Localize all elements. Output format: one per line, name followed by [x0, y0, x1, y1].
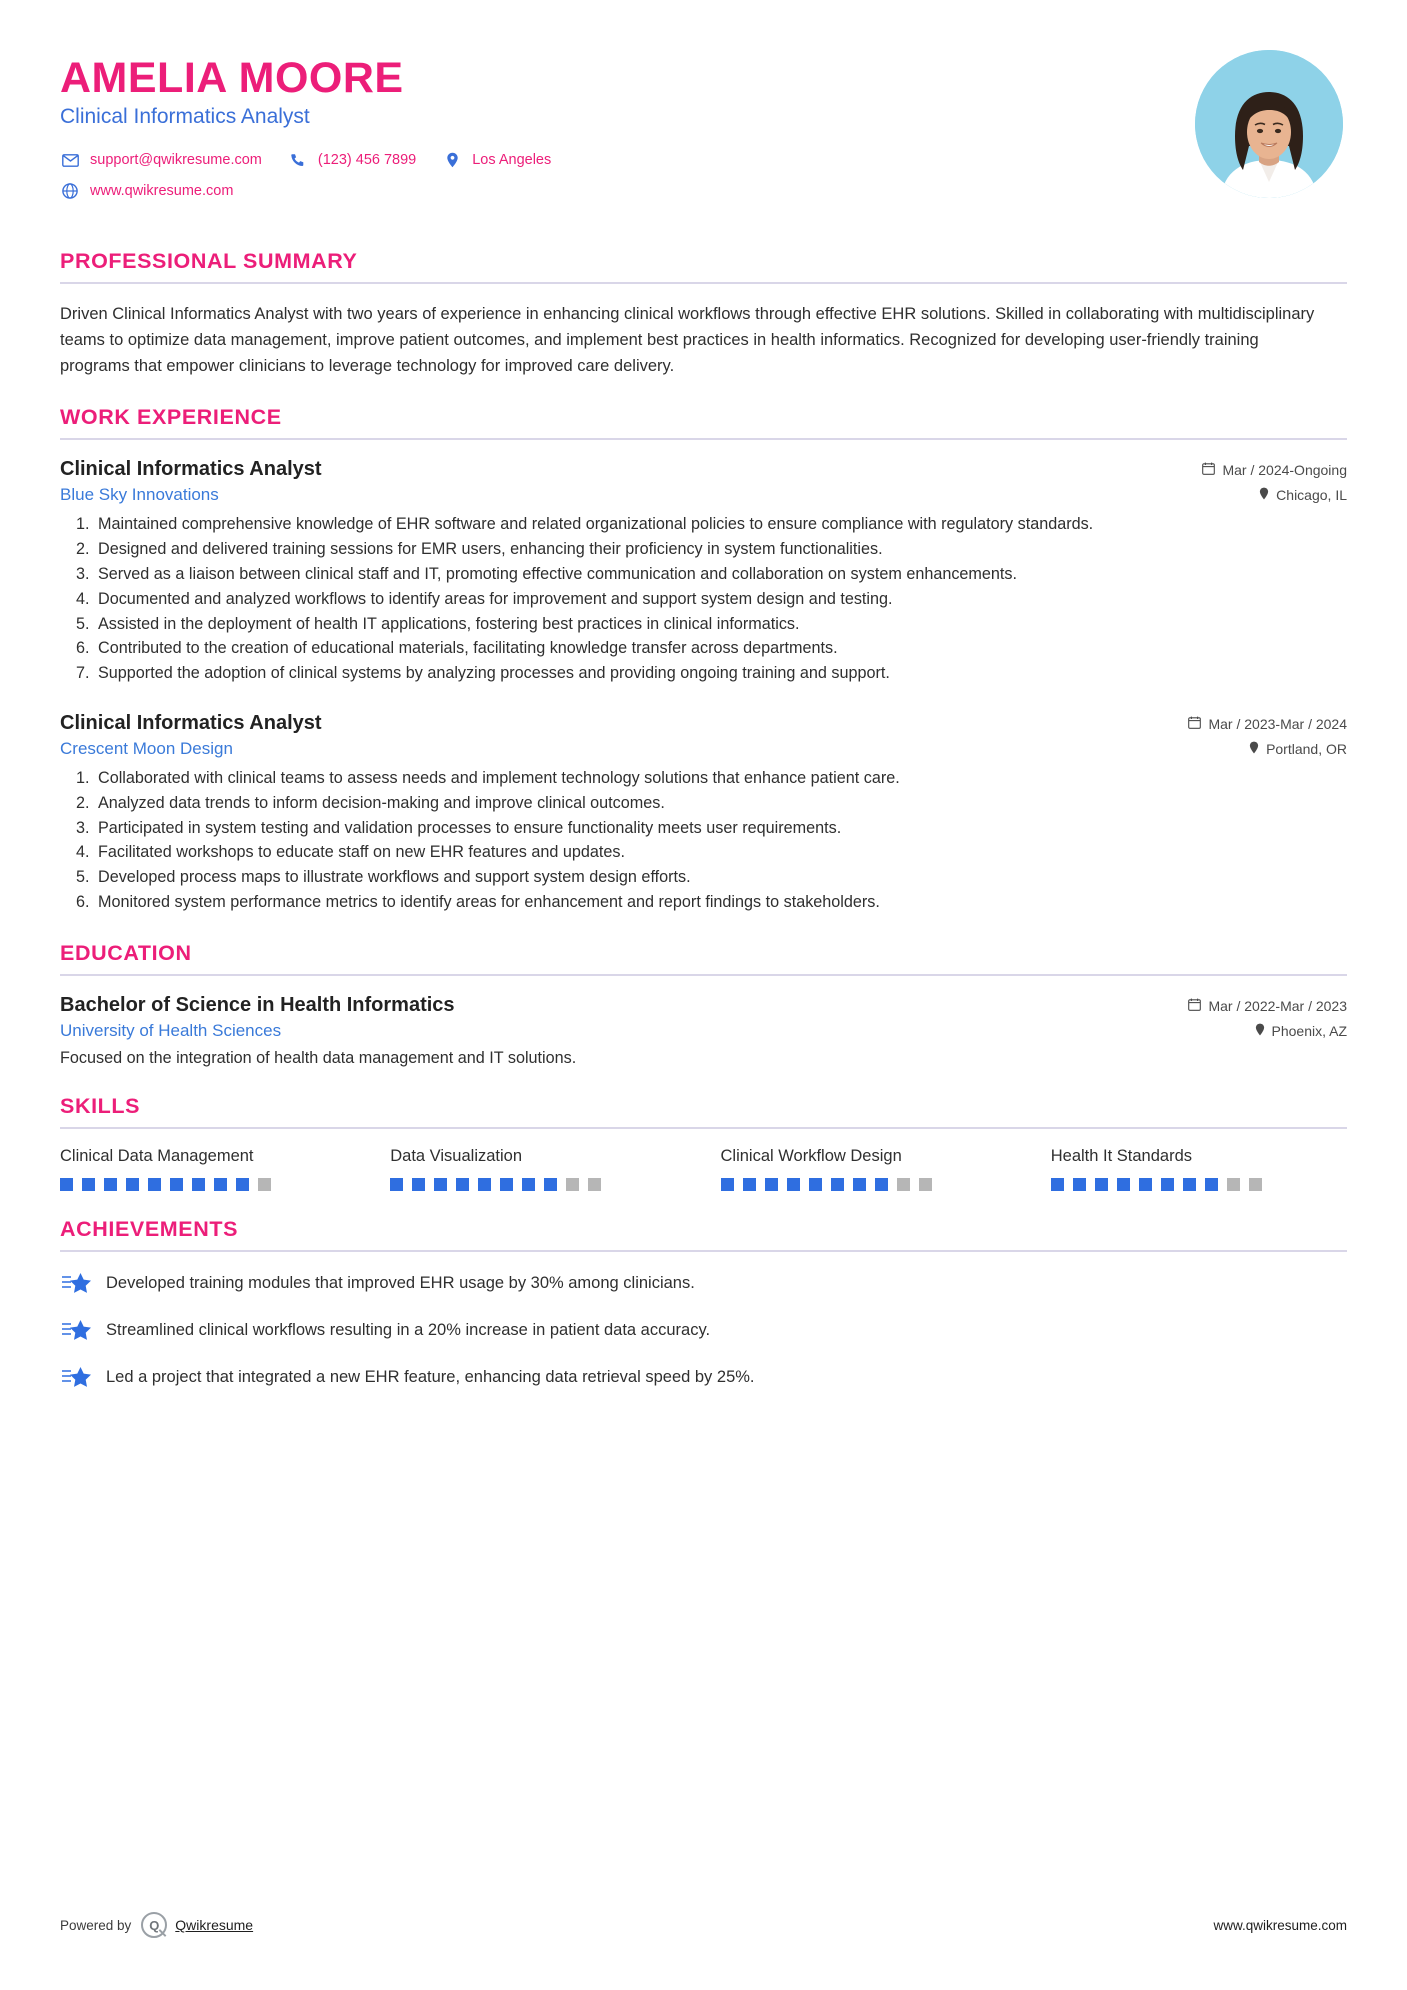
skill-dot — [787, 1178, 800, 1191]
section-education — [60, 941, 1347, 1068]
skill-dot — [743, 1178, 756, 1191]
summary-text: Driven Clinical Informatics Analyst with two years of experience in enhancing clinical workflows through effective EHR solutions. Skilled in collaborating with multidisciplinary teams to optimize data management, improve patient outcomes, and implement best practices in health informatics. Recognized for developing user-friendly training programs that empower clinicians to leverage technology for improved care delivery. — [60, 305, 1315, 375]
calendar-icon — [1188, 716, 1201, 732]
skill-dot — [875, 1178, 888, 1191]
skill-dot — [192, 1178, 205, 1191]
skill-label: Health It Standards — [1050, 1146, 1192, 1165]
list-item: 2. Analyzed data trends to inform decision-making and improve clinical outcomes. — [94, 792, 1347, 816]
experience-role: Clinical Informatics Analyst — [60, 712, 322, 735]
experience-location-text: Portland, OR — [1266, 741, 1347, 758]
contact-email-text: support@qwikresume.com — [90, 151, 262, 168]
skill-dot — [1249, 1178, 1262, 1191]
skill-dot — [214, 1178, 227, 1191]
experience-location — [1249, 741, 1347, 757]
section-title-skills: SKILLS — [60, 1093, 141, 1118]
skill-label: Clinical Data Management — [60, 1146, 254, 1165]
skill-dot — [60, 1178, 73, 1191]
education-dates — [1188, 998, 1347, 1014]
experience-company: Crescent Moon Design — [60, 739, 233, 759]
skill-dot — [1161, 1178, 1174, 1191]
education-location — [1255, 1023, 1348, 1039]
experience-location — [1259, 487, 1347, 503]
contact-phone-text: (123) 456 7899 — [317, 151, 417, 168]
section-title-education: EDUCATION — [60, 940, 192, 965]
skill-dot — [721, 1178, 734, 1191]
skill-item — [60, 1147, 356, 1191]
skill-dot — [853, 1178, 866, 1191]
experience-subheader — [60, 485, 1347, 505]
page-title: AMELIA MOORE — [60, 54, 404, 102]
section-title-achievements: ACHIEVEMENTS — [60, 1216, 239, 1241]
location-pin-icon — [1255, 1023, 1265, 1039]
location-pin-icon — [442, 151, 462, 169]
skill-dot — [500, 1178, 513, 1191]
skill-dot — [1117, 1178, 1130, 1191]
email-icon — [60, 151, 80, 169]
skill-item — [721, 1147, 1017, 1191]
section-title-experience: WORK EXPERIENCE — [60, 405, 282, 430]
skill-dot — [82, 1178, 95, 1191]
contact-website-text: www.qwikresume.com — [90, 182, 234, 199]
skill-dot — [478, 1178, 491, 1191]
education-location-text: Phoenix, AZ — [1271, 1022, 1347, 1039]
education-description: Focused on the integration of health data management and IT solutions. — [60, 1048, 577, 1067]
experience-location-text: Chicago, IL — [1276, 487, 1347, 504]
qwikresume-logo-icon: Q — [141, 1912, 167, 1938]
skill-dot — [1227, 1178, 1240, 1191]
calendar-icon — [1188, 998, 1201, 1014]
skill-dot — [1183, 1178, 1196, 1191]
powered-by-label: Powered by — [60, 1917, 132, 1933]
achievement-text: Developed training modules that improved EHR usage by 30% among clinicians. — [106, 1274, 695, 1293]
contact-row-secondary — [60, 182, 577, 200]
contact-location — [442, 151, 551, 169]
skill-dot — [809, 1178, 822, 1191]
education-header — [60, 994, 1347, 1017]
experience-dates — [1188, 716, 1347, 732]
skill-rating — [721, 1178, 1017, 1191]
contact-location-text: Los Angeles — [472, 151, 552, 168]
section-professional-summary — [60, 249, 1347, 379]
brand-name: Qwikresume — [175, 1917, 254, 1933]
star-badge-icon — [60, 1364, 92, 1392]
skill-rating — [1051, 1178, 1347, 1191]
experience-subheader — [60, 739, 1347, 759]
skill-dot — [566, 1178, 579, 1191]
skill-item — [390, 1147, 686, 1191]
star-badge-icon — [60, 1317, 92, 1345]
list-item — [60, 1364, 1347, 1392]
section-achievements — [60, 1217, 1347, 1392]
contact-email[interactable] — [60, 151, 262, 169]
skill-item — [1051, 1147, 1347, 1191]
experience-bullets — [60, 513, 1347, 686]
experience-company: Blue Sky Innovations — [60, 485, 219, 505]
header-job-title: Clinical Informatics Analyst — [60, 105, 310, 129]
achievements-list — [60, 1270, 1347, 1392]
list-item: 6. Contributed to the creation of educational materials, facilitating knowledge transfer across departments. — [94, 637, 1347, 661]
globe-icon — [60, 182, 80, 200]
experience-role: Clinical Informatics Analyst — [60, 458, 322, 481]
skill-dot — [236, 1178, 249, 1191]
list-item: 7. Supported the adoption of clinical systems by analyzing processes and providing ongoing training and support. — [94, 662, 1347, 686]
experience-entry — [60, 712, 1347, 915]
list-item: 4. Facilitated workshops to educate staff on new EHR features and updates. — [94, 841, 1347, 865]
skill-dot — [831, 1178, 844, 1191]
skill-label: Data Visualization — [390, 1146, 523, 1165]
skill-label: Clinical Workflow Design — [720, 1146, 902, 1165]
education-dates-text: Mar / 2022-Mar / 2023 — [1208, 997, 1347, 1014]
section-divider — [60, 282, 1347, 284]
section-skills — [60, 1094, 1347, 1191]
section-divider — [60, 438, 1347, 440]
footer-url: www.qwikresume.com — [1213, 1917, 1347, 1933]
education-subheader — [60, 1021, 1347, 1041]
skill-rating — [60, 1178, 356, 1191]
list-item: 1. Maintained comprehensive knowledge of EHR software and related organizational policies to ensure compliance with regulatory standards. — [94, 513, 1347, 537]
experience-dates-text: Mar / 2023-Mar / 2024 — [1208, 716, 1347, 733]
skill-dot — [412, 1178, 425, 1191]
phone-icon — [288, 151, 308, 169]
section-divider — [60, 1127, 1347, 1129]
experience-dates-text: Mar / 2024-Ongoing — [1222, 462, 1347, 479]
header-left — [60, 52, 577, 213]
skill-dot — [588, 1178, 601, 1191]
avatar — [1195, 50, 1343, 198]
skill-dot — [1205, 1178, 1218, 1191]
education-school: University of Health Sciences — [60, 1020, 282, 1040]
list-item: 5. Assisted in the deployment of health IT applications, fostering best practices in clinical informatics. — [94, 613, 1347, 637]
list-item — [60, 1317, 1347, 1345]
skill-dot — [1073, 1178, 1086, 1191]
contact-row-primary — [60, 151, 577, 169]
experience-bullets — [60, 767, 1347, 915]
skill-dot — [544, 1178, 557, 1191]
profile-photo — [1205, 86, 1333, 198]
skill-dot — [104, 1178, 117, 1191]
location-pin-icon — [1259, 487, 1269, 503]
contact-phone[interactable] — [288, 151, 416, 169]
skill-dot — [897, 1178, 910, 1191]
location-pin-icon — [1249, 741, 1259, 757]
section-divider — [60, 1250, 1347, 1252]
skill-dot — [919, 1178, 932, 1191]
skill-dot — [390, 1178, 403, 1191]
experience-dates — [1202, 462, 1347, 478]
list-item: 3. Served as a liaison between clinical staff and IT, promoting effective communication and collaboration on system enhancements. — [94, 563, 1347, 587]
list-item: 3. Participated in system testing and validation processes to ensure functionality meets user requirements. — [94, 817, 1347, 841]
skill-dot — [258, 1178, 271, 1191]
skill-dot — [765, 1178, 778, 1191]
achievement-text: Streamlined clinical workflows resulting in a 20% increase in patient data accuracy. — [106, 1321, 711, 1340]
list-item: 5. Developed process maps to illustrate workflows and support system design efforts. — [94, 866, 1347, 890]
experience-header — [60, 712, 1347, 735]
star-badge-icon — [60, 1270, 92, 1298]
skill-dot — [456, 1178, 469, 1191]
page-footer — [60, 1912, 1347, 1938]
list-item — [60, 1270, 1347, 1298]
calendar-icon — [1202, 462, 1215, 478]
skills-grid — [60, 1147, 1347, 1191]
section-work-experience — [60, 405, 1347, 915]
skill-dot — [148, 1178, 161, 1191]
education-entry — [60, 994, 1347, 1068]
experience-header — [60, 458, 1347, 481]
skill-dot — [126, 1178, 139, 1191]
brand-link[interactable] — [141, 1912, 253, 1938]
education-degree: Bachelor of Science in Health Informatics — [60, 993, 455, 1016]
skill-dot — [434, 1178, 447, 1191]
skill-dot — [170, 1178, 183, 1191]
achievement-text: Led a project that integrated a new EHR feature, enhancing data retrieval speed by 25%. — [106, 1368, 755, 1387]
section-title-summary: PROFESSIONAL SUMMARY — [60, 249, 358, 274]
section-divider — [60, 974, 1347, 976]
experience-entry — [60, 458, 1347, 686]
footer-left — [60, 1912, 253, 1938]
contact-website[interactable] — [60, 182, 233, 200]
skill-dot — [1139, 1178, 1152, 1191]
resume-header — [60, 52, 1347, 223]
list-item: 6. Monitored system performance metrics to identify areas for enhancement and report findings to stakeholders. — [94, 891, 1347, 915]
skill-dot — [1051, 1178, 1064, 1191]
list-item: 2. Designed and delivered training sessions for EMR users, enhancing their proficiency in system functionalities. — [94, 538, 1347, 562]
list-item: 1. Collaborated with clinical teams to assess needs and implement technology solutions that enhance patient care. — [94, 767, 1347, 791]
skill-rating — [390, 1178, 686, 1191]
list-item: 4. Documented and analyzed workflows to identify areas for improvement and support system design and testing. — [94, 588, 1347, 612]
skill-dot — [1095, 1178, 1108, 1191]
skill-dot — [522, 1178, 535, 1191]
